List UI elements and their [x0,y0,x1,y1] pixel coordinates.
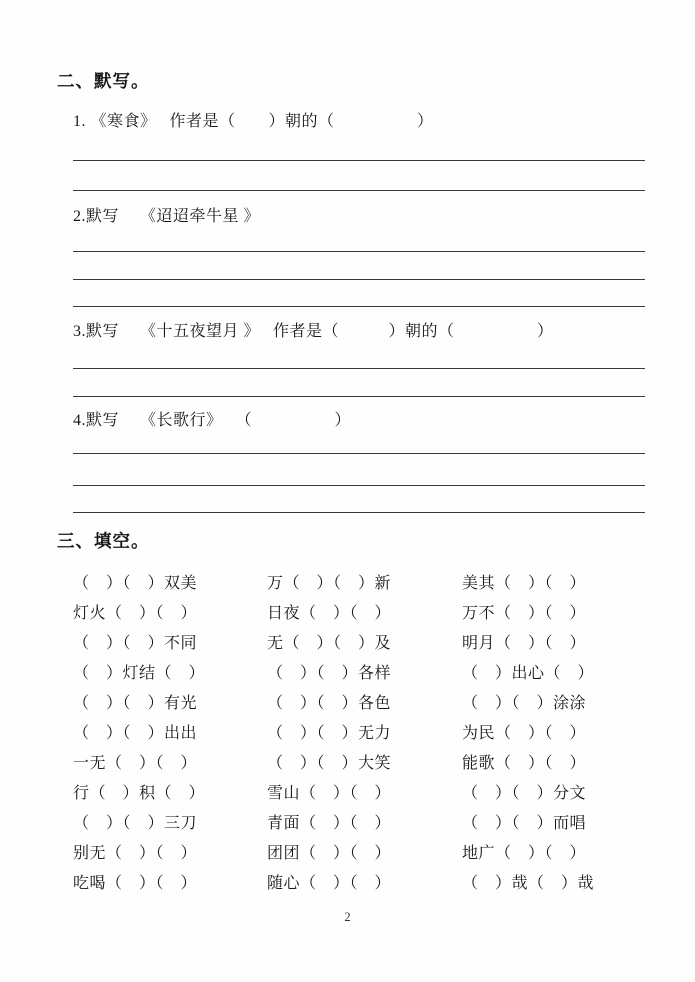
fill-blank-cell: （ ）（ ）有光 [73,695,198,712]
fill-blank-cell: 雪山（ ）（ ） [267,785,392,802]
fill-blank-cell: 别无（ ）（ ） [73,845,198,862]
fill-blank-cell: 万（ ）（ ）新 [267,575,392,592]
fill-blank-cell: （ ）（ ）大笑 [267,755,392,772]
fill-blank-cell: 美其（ ）（ ） [462,575,587,592]
answer-line [73,190,645,191]
fill-blank-cell: 无（ ）（ ）及 [267,635,392,652]
answer-line [73,279,645,280]
fill-blank-cell: 团团（ ）（ ） [267,845,392,862]
fill-blank-cell: （ ）（ ）双美 [73,575,198,592]
fill-blank-cell: 青面（ ）（ ） [267,815,392,832]
answer-line [73,368,645,369]
fill-blank-cell: （ ）（ ）无力 [267,725,392,742]
fill-blank-cell: （ ）（ ）各色 [267,695,392,712]
fill-blank-cell: （ ）（ ）涂涂 [462,695,587,712]
fill-blank-cell: （ ）哉（ ）哉 [462,875,595,892]
fill-blank-cell: （ ）（ ）三刀 [73,815,198,832]
answer-line [73,453,645,454]
answer-line [73,160,645,161]
fill-blank-cell: 明月（ ）（ ） [462,635,587,652]
dictation-item-4: 4.默写 《长歌行》 （ ） [73,412,352,429]
fill-blank-cell: （ ）（ ）分文 [462,785,587,802]
answer-line [73,512,645,513]
fill-blank-cell: （ ）（ ）不同 [73,635,198,652]
fill-blank-cell: 随心（ ）（ ） [267,875,392,892]
answer-line [73,251,645,252]
fill-blank-grid [73,569,655,899]
fill-blank-cell: 行（ ）积（ ） [73,785,206,802]
fill-blank-cell: 为民（ ）（ ） [462,725,587,742]
fill-blank-cell: （ ）（ ）而唱 [462,815,587,832]
fill-blank-cell: 万不（ ）（ ） [462,605,587,622]
fill-blank-cell: 吃喝（ ）（ ） [73,875,198,892]
dictation-item-2: 2.默写 《迢迢牵牛星 》 [73,208,261,225]
fill-blank-cell: 一无（ ）（ ） [73,755,198,772]
fill-blank-cell: 灯火（ ）（ ） [73,605,198,622]
fill-blank-cell: （ ）出心（ ） [462,665,595,682]
answer-line [73,485,645,486]
section-2-heading: 二、默写。 [57,71,150,91]
section-3-heading: 三、填空。 [57,531,150,551]
fill-blank-cell: （ ）（ ）各样 [267,665,392,682]
dictation-item-3: 3.默写 《十五夜望月 》 作者是（ ）朝的（ ） [73,323,554,340]
fill-blank-cell: （ ）（ ）出出 [73,725,198,742]
dictation-item-1: 1. 《寒食》 作者是（ ）朝的（ ） [73,113,434,130]
page-number: 2 [344,910,351,924]
fill-blank-cell: （ ）灯结（ ） [73,665,206,682]
answer-line [73,396,645,397]
fill-blank-cell: 能歌（ ）（ ） [462,755,587,772]
fill-blank-cell: 日夜（ ）（ ） [267,605,392,622]
answer-line [73,306,645,307]
fill-blank-cell: 地广（ ）（ ） [462,845,587,862]
